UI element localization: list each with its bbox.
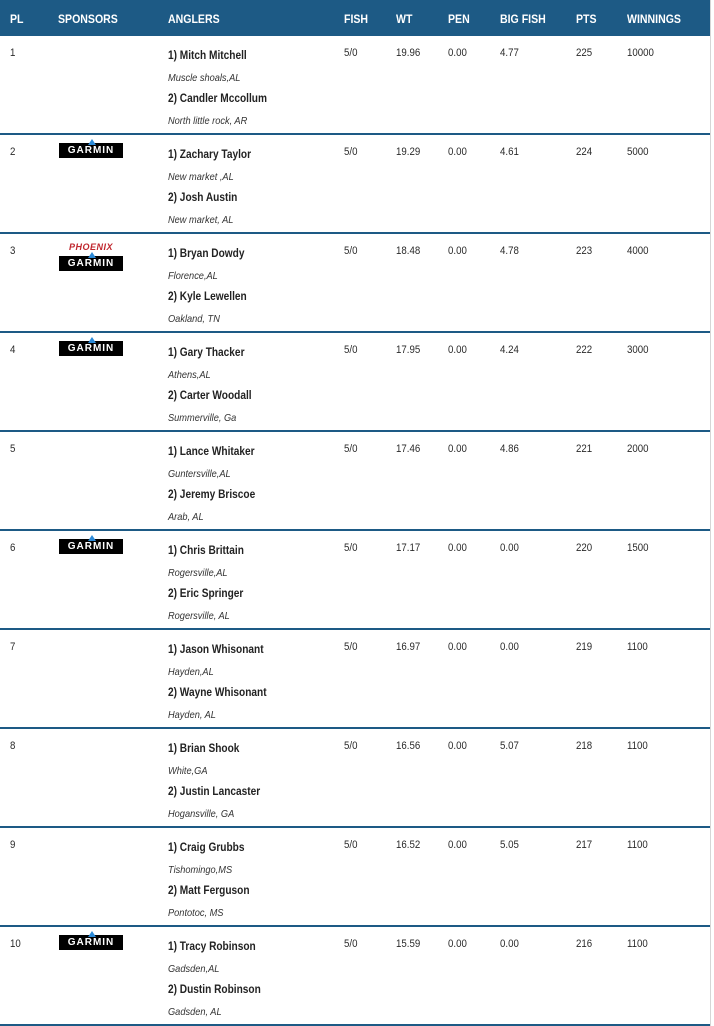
weight-cell: 16.97 xyxy=(396,641,421,653)
points-cell: 218 xyxy=(576,740,593,752)
points-cell: 219 xyxy=(576,641,593,653)
place-cell: 10 xyxy=(10,938,21,950)
anglers-cell xyxy=(168,739,273,825)
header-big-fish[interactable]: BIG FISH xyxy=(500,12,546,26)
angler-name: 2) Dustin Robinson xyxy=(168,984,261,996)
points-cell: 216 xyxy=(576,938,593,950)
big-fish-cell: 5.07 xyxy=(500,740,519,752)
anglers-cell xyxy=(168,541,254,627)
place-cell: 1 xyxy=(10,47,16,59)
big-fish-cell: 0.00 xyxy=(500,641,519,653)
anglers-cell xyxy=(168,442,267,528)
fish-cell: 5/0 xyxy=(344,146,358,158)
garmin-triangle-icon xyxy=(88,139,96,145)
anglers-cell xyxy=(168,145,262,231)
phoenix-logo-text: PHOENIX xyxy=(68,242,113,252)
big-fish-cell: 4.77 xyxy=(500,47,519,59)
points-cell: 222 xyxy=(576,344,593,356)
angler-name: 1) Jason Whisonant xyxy=(168,644,264,656)
big-fish-cell: 4.61 xyxy=(500,146,519,158)
header-wt[interactable]: WT xyxy=(396,12,413,26)
sponsors-cell xyxy=(59,935,123,953)
angler-hometown: North little rock, AR xyxy=(168,114,248,127)
penalty-cell: 0.00 xyxy=(448,344,467,356)
anglers-cell xyxy=(168,244,257,330)
garmin-logo-text: GARMIN xyxy=(67,937,115,948)
winnings-cell: 1500 xyxy=(627,542,649,554)
table-row xyxy=(0,729,710,828)
fish-cell: 5/0 xyxy=(344,344,358,356)
angler-hometown: New market ,AL xyxy=(168,170,234,183)
big-fish-cell: 5.05 xyxy=(500,839,519,851)
angler-name: 2) Matt Ferguson xyxy=(168,885,250,897)
angler-hometown: Arab, AL xyxy=(168,510,204,523)
place-cell: 6 xyxy=(10,542,16,554)
winnings-cell: 1100 xyxy=(627,839,648,851)
anglers-cell xyxy=(168,838,261,924)
winnings-cell: 3000 xyxy=(627,344,649,356)
angler-name: 1) Lance Whitaker xyxy=(168,446,255,458)
big-fish-cell: 0.00 xyxy=(500,542,519,554)
angler-hometown: Muscle shoals,AL xyxy=(168,71,241,84)
header-pts[interactable]: PTS xyxy=(576,12,597,26)
penalty-cell: 0.00 xyxy=(448,443,467,455)
angler-hometown: Oakland, TN xyxy=(168,312,220,325)
angler-name: 1) Craig Grubbs xyxy=(168,842,245,854)
angler-hometown: Rogersville,AL xyxy=(168,566,228,579)
garmin-logo[interactable] xyxy=(59,143,123,158)
garmin-triangle-icon xyxy=(88,252,96,258)
weight-cell: 19.29 xyxy=(396,146,421,158)
penalty-cell: 0.00 xyxy=(448,146,467,158)
garmin-triangle-icon xyxy=(88,535,96,541)
table-row xyxy=(0,36,710,135)
place-cell: 3 xyxy=(10,245,16,257)
place-cell: 2 xyxy=(10,146,16,158)
winnings-cell: 5000 xyxy=(627,146,649,158)
big-fish-cell: 4.86 xyxy=(500,443,519,455)
weight-cell: 17.95 xyxy=(396,344,421,356)
penalty-cell: 0.00 xyxy=(448,47,467,59)
winnings-cell: 4000 xyxy=(627,245,649,257)
angler-name: 2) Kyle Lewellen xyxy=(168,291,247,303)
angler-name: 2) Candler Mccollum xyxy=(168,93,267,105)
anglers-cell xyxy=(168,640,280,726)
fish-cell: 5/0 xyxy=(344,47,358,59)
angler-name: 2) Jeremy Briscoe xyxy=(168,489,256,501)
weight-cell: 17.46 xyxy=(396,443,421,455)
angler-hometown: White,GA xyxy=(168,764,208,777)
penalty-cell: 0.00 xyxy=(448,839,467,851)
points-cell: 217 xyxy=(576,839,593,851)
garmin-logo[interactable] xyxy=(59,539,123,554)
angler-name: 2) Wayne Whisonant xyxy=(168,687,267,699)
angler-hometown: Rogersville, AL xyxy=(168,609,230,622)
angler-hometown: New market, AL xyxy=(168,213,234,226)
phoenix-logo[interactable] xyxy=(59,242,123,252)
garmin-logo[interactable] xyxy=(59,256,123,271)
place-cell: 4 xyxy=(10,344,16,356)
table-row xyxy=(0,234,710,333)
winnings-cell: 1100 xyxy=(627,740,648,752)
angler-name: 1) Bryan Dowdy xyxy=(168,248,245,260)
table-header xyxy=(0,0,710,36)
anglers-cell xyxy=(168,937,273,1023)
table-row xyxy=(0,432,710,531)
angler-name: 1) Zachary Taylor xyxy=(168,149,252,161)
fish-cell: 5/0 xyxy=(344,938,358,950)
garmin-logo-text: GARMIN xyxy=(67,541,115,552)
angler-name: 1) Brian Shook xyxy=(168,743,240,755)
garmin-triangle-icon xyxy=(88,931,96,937)
weight-cell: 19.96 xyxy=(396,47,421,59)
angler-hometown: Hayden,AL xyxy=(168,665,214,678)
fish-cell: 5/0 xyxy=(344,839,358,851)
place-cell: 9 xyxy=(10,839,16,851)
angler-name: 1) Mitch Mitchell xyxy=(168,50,247,62)
fish-cell: 5/0 xyxy=(344,245,358,257)
garmin-logo[interactable] xyxy=(59,935,123,950)
table-row xyxy=(0,828,710,927)
sponsors-cell xyxy=(59,341,123,359)
angler-name: 1) Gary Thacker xyxy=(168,347,245,359)
angler-hometown: Gadsden,AL xyxy=(168,962,220,975)
angler-name: 1) Tracy Robinson xyxy=(168,941,256,953)
sponsors-cell xyxy=(59,143,123,161)
big-fish-cell: 4.78 xyxy=(500,245,519,257)
angler-name: 2) Justin Lancaster xyxy=(168,786,261,798)
garmin-logo-text: GARMIN xyxy=(67,258,115,269)
angler-name: 2) Josh Austin xyxy=(168,192,238,204)
anglers-cell xyxy=(168,343,263,429)
sponsors-cell xyxy=(59,539,123,557)
header-sponsors[interactable]: SPONSORS xyxy=(58,12,118,26)
winnings-cell: 1100 xyxy=(627,641,648,653)
sponsors-cell xyxy=(59,242,123,274)
table-row xyxy=(0,135,710,234)
angler-hometown: Pontotoc, MS xyxy=(168,906,224,919)
weight-cell: 16.52 xyxy=(396,839,421,851)
header-pl[interactable]: PL xyxy=(10,12,24,26)
garmin-logo-text: GARMIN xyxy=(67,145,115,156)
winnings-cell: 1100 xyxy=(627,938,648,950)
fish-cell: 5/0 xyxy=(344,641,358,653)
fish-cell: 5/0 xyxy=(344,443,358,455)
place-cell: 7 xyxy=(10,641,16,653)
weight-cell: 17.17 xyxy=(396,542,421,554)
winnings-cell: 2000 xyxy=(627,443,649,455)
angler-hometown: Florence,AL xyxy=(168,269,218,282)
penalty-cell: 0.00 xyxy=(448,938,467,950)
points-cell: 225 xyxy=(576,47,593,59)
angler-hometown: Tishomingo,MS xyxy=(168,863,233,876)
points-cell: 224 xyxy=(576,146,593,158)
garmin-logo[interactable] xyxy=(59,341,123,356)
angler-name: 2) Eric Springer xyxy=(168,588,244,600)
angler-hometown: Hayden, AL xyxy=(168,708,216,721)
winnings-cell: 10000 xyxy=(627,47,654,59)
garmin-logo-text: GARMIN xyxy=(67,343,115,354)
angler-hometown: Gadsden, AL xyxy=(168,1005,222,1018)
place-cell: 5 xyxy=(10,443,16,455)
header-fish[interactable]: FISH xyxy=(344,12,369,26)
fish-cell: 5/0 xyxy=(344,740,358,752)
table-row xyxy=(0,531,710,630)
angler-name: 2) Carter Woodall xyxy=(168,390,252,402)
angler-hometown: Summerville, Ga xyxy=(168,411,237,424)
table-row xyxy=(0,333,710,432)
points-cell: 220 xyxy=(576,542,593,554)
place-cell: 8 xyxy=(10,740,16,752)
angler-name: 1) Chris Brittain xyxy=(168,545,244,557)
weight-cell: 16.56 xyxy=(396,740,421,752)
header-winnings[interactable]: WINNINGS xyxy=(627,12,681,26)
penalty-cell: 0.00 xyxy=(448,641,467,653)
penalty-cell: 0.00 xyxy=(448,542,467,554)
table-row xyxy=(0,630,710,729)
fish-cell: 5/0 xyxy=(344,542,358,554)
garmin-triangle-icon xyxy=(88,337,96,343)
penalty-cell: 0.00 xyxy=(448,740,467,752)
penalty-cell: 0.00 xyxy=(448,245,467,257)
angler-hometown: Hogansville, GA xyxy=(168,807,235,820)
weight-cell: 15.59 xyxy=(396,938,421,950)
header-pen[interactable]: PEN xyxy=(448,12,470,26)
header-anglers[interactable]: ANGLERS xyxy=(168,12,220,26)
points-cell: 223 xyxy=(576,245,593,257)
angler-hometown: Guntersville,AL xyxy=(168,467,231,480)
table-row xyxy=(0,927,710,1026)
anglers-cell xyxy=(168,46,280,132)
big-fish-cell: 0.00 xyxy=(500,938,519,950)
big-fish-cell: 4.24 xyxy=(500,344,519,356)
weight-cell: 18.48 xyxy=(396,245,421,257)
table-body xyxy=(0,36,710,1026)
angler-hometown: Athens,AL xyxy=(168,368,211,381)
points-cell: 221 xyxy=(576,443,593,455)
